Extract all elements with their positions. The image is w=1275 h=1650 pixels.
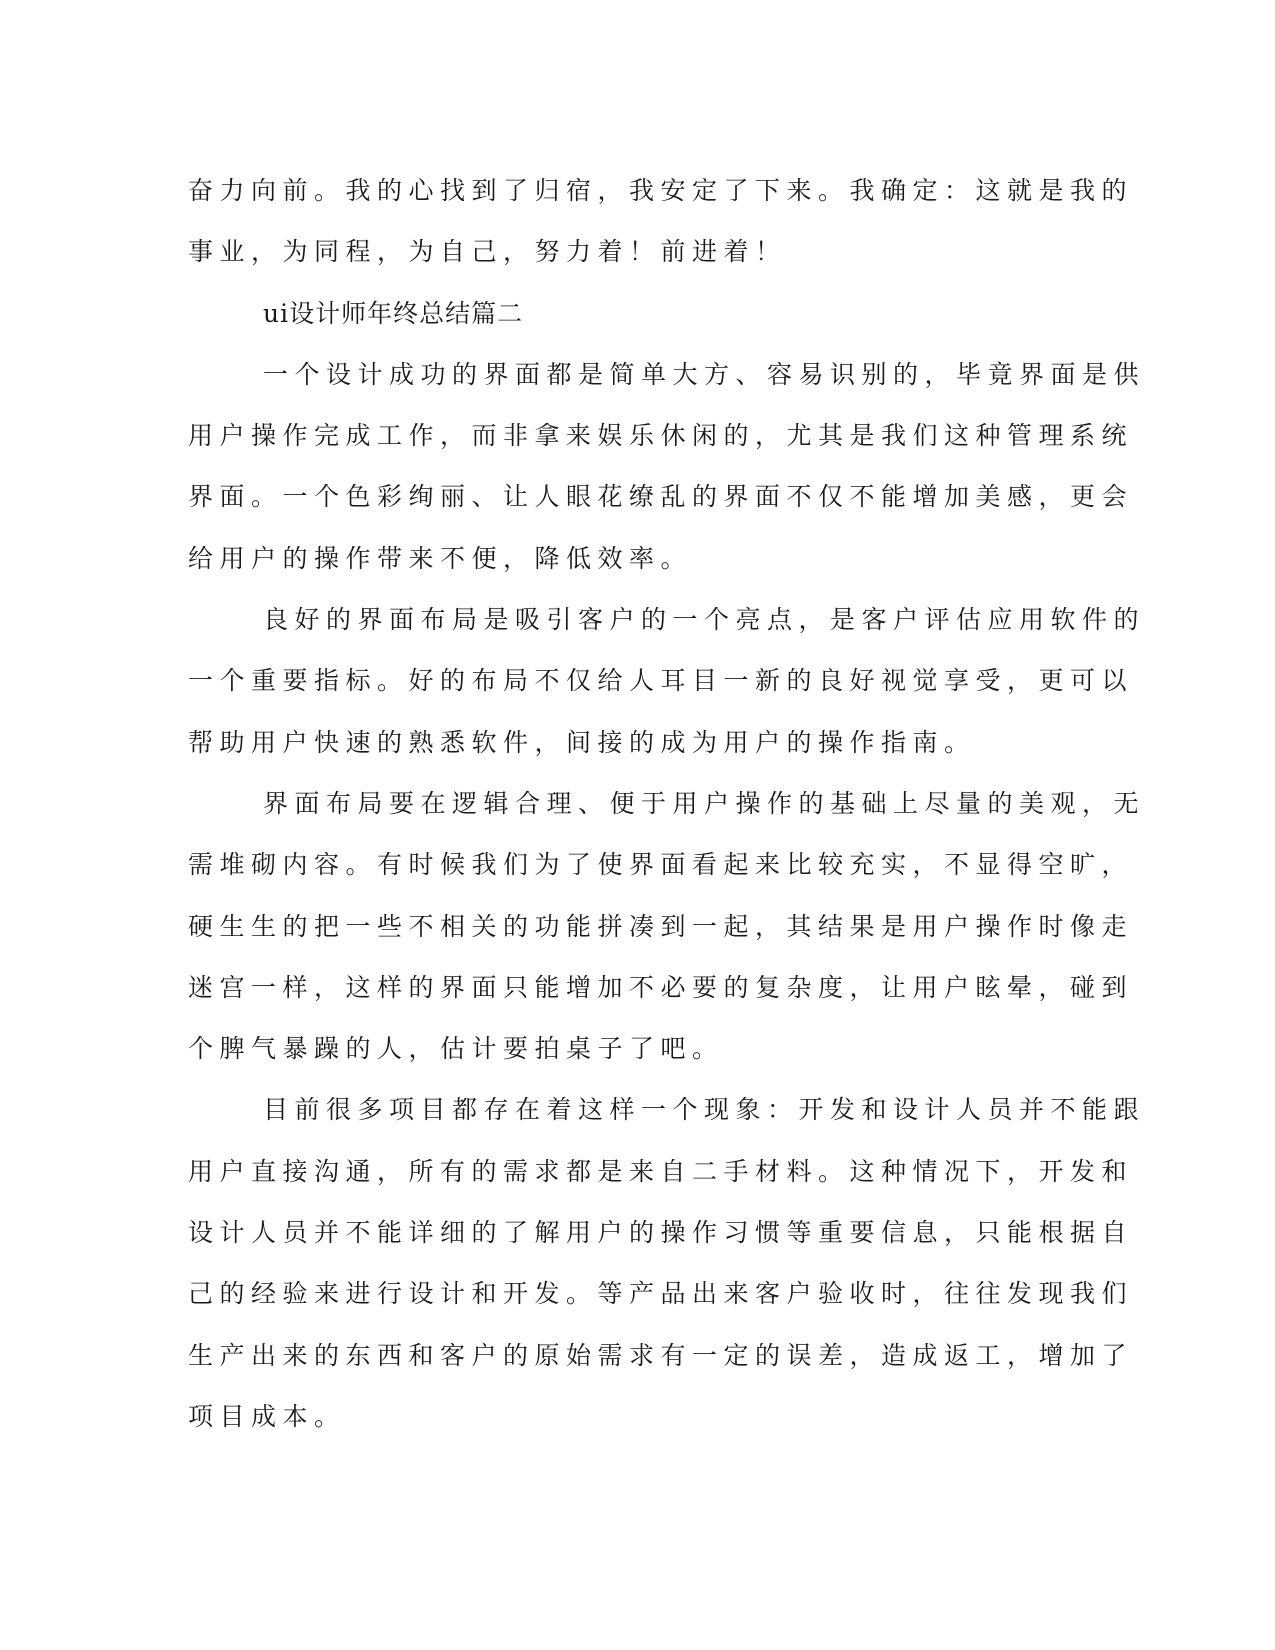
text-line: 一个设计成功的界面都是简单大方、容易识别的，毕竟界面是供	[263, 359, 1146, 389]
text-line: 硬生生的把一些不相关的功能拼凑到一起，其结果是用户操作时像走	[188, 911, 1134, 941]
text-line: 目前很多项目都存在着这样一个现象：开发和设计人员并不能跟	[263, 1095, 1146, 1125]
text-line: 己的经验来进行设计和开发。等产品出来客户验收时，往往发现我们	[188, 1279, 1134, 1309]
text-line: 良好的界面布局是吸引客户的一个亮点，是客户评估应用软件的	[263, 605, 1146, 635]
text-line: 设计人员并不能详细的了解用户的操作习惯等重要信息，只能根据自	[188, 1218, 1134, 1248]
text-line: 需堆砌内容。有时候我们为了使界面看起来比较充实，不显得空旷，	[188, 850, 1134, 880]
text-line: 奋力向前。我的心找到了归宿，我安定了下来。我确定：这就是我的	[188, 176, 1134, 205]
text-line: 用户直接沟通，所有的需求都是来自二手材料。这种情况下，开发和	[188, 1156, 1134, 1186]
text-line: 帮助用户快速的熟悉软件，间接的成为用户的操作指南。	[188, 727, 976, 757]
text-line: 界面布局要在逻辑合理、便于用户操作的基础上尽量的美观，无	[263, 788, 1146, 818]
text-line: 一个重要指标。好的布局不仅给人耳目一新的良好视觉享受，更可以	[188, 666, 1134, 696]
text-line: 界面。一个色彩绚丽、让人眼花缭乱的界面不仅不能增加美感，更会	[188, 482, 1134, 512]
text-line: 给用户的操作带来不便，降低效率。	[188, 543, 693, 573]
text-line: 生产出来的东西和客户的原始需求有一定的误差，造成返工，增加了	[188, 1340, 1134, 1370]
section-heading: ui设计师年终总结篇二	[263, 298, 524, 328]
text-line: 用户操作完成工作，而非拿来娱乐休闲的，尤其是我们这种管理系统	[188, 421, 1134, 451]
text-line: 事业，为同程，为自己，努力着！前进着！	[188, 237, 787, 267]
document-body	[188, 160, 1146, 1447]
text-line: 个脾气暴躁的人，估计要拍桌子了吧。	[188, 1034, 724, 1064]
text-line: 项目成本。	[188, 1401, 346, 1431]
text-line: 迷宫一样，这样的界面只能增加不必要的复杂度，让用户眩晕，碰到	[188, 972, 1134, 1002]
